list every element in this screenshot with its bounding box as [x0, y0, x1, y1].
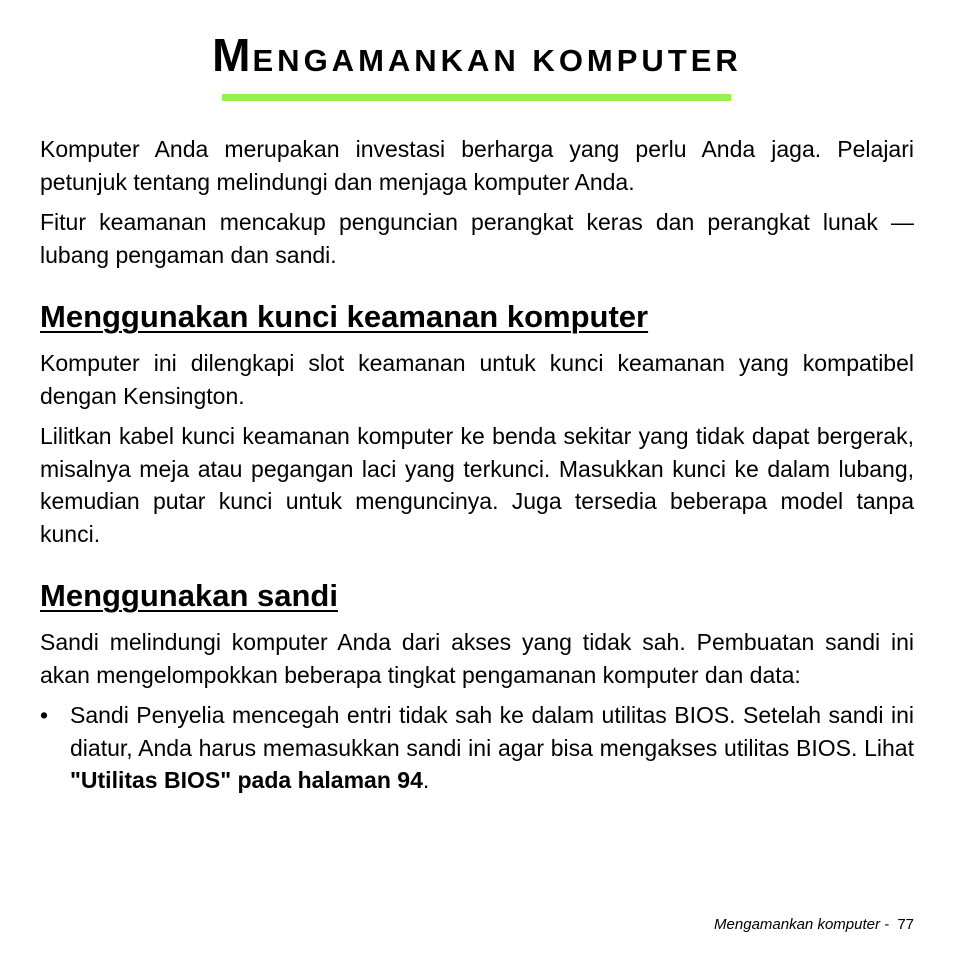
intro-paragraph-2: Fitur keamanan mencakup penguncian perangkat keras dan perangkat lunak — lubang pengaman dan sandi. — [40, 209, 914, 268]
intro-paragraph-1: Komputer Anda merupakan investasi berharga yang perlu Anda jaga. Pelajari petunjuk tentang melindungi dan menjaga komputer Anda. — [40, 136, 914, 195]
list-item-body: Sandi Penyelia mencegah entri tidak sah ke dalam utilitas BIOS. Setelah sandi ini diatur, Anda harus memasukkan sandi ini agar bisa mengakses utilitas BIOS. Lihat — [70, 702, 914, 761]
page-title — [0, 28, 954, 82]
section-heading-passwords: Menggunakan sandi — [40, 578, 338, 613]
page-title-initial: M — [212, 29, 253, 81]
page-content — [40, 133, 914, 797]
page-number: 77 — [897, 916, 914, 933]
list-item-end: . — [422, 767, 430, 793]
section-heading-security-lock: Menggunakan kunci keamanan komputer — [40, 299, 649, 334]
title-underline-bar — [222, 94, 731, 101]
list-item — [40, 699, 914, 797]
footer-section-title: Mengamankan komputer - — [714, 916, 894, 933]
security-lock-paragraph-1: Komputer ini dilengkapi slot keamanan untuk kunci keamanan yang kompatibel dengan Kensington. — [40, 350, 914, 409]
passwords-paragraph-1: Sandi melindungi komputer Anda dari akses yang tidak sah. Pembuatan sandi ini akan mengelompokkan beberapa tingkat pengamanan komputer dan data: — [40, 629, 914, 688]
security-lock-paragraph-2: Lilitkan kabel kunci keamanan komputer ke benda sekitar yang tidak dapat bergerak, misalnya meja atau pegangan laci yang terkunci. Masukkan kunci ke dalam lubang, kemudian putar kunci untuk menguncinya. Juga tersedia beberapa model tanpa kunci. — [40, 423, 914, 547]
list-item-text — [70, 699, 914, 797]
bullet-icon: • — [40, 702, 49, 728]
bios-utility-reference-link[interactable]: "Utilitas BIOS" pada halaman 94 — [70, 767, 423, 793]
page-title-rest: ENGAMANKAN KOMPUTER — [252, 43, 742, 78]
page-footer — [714, 916, 914, 933]
